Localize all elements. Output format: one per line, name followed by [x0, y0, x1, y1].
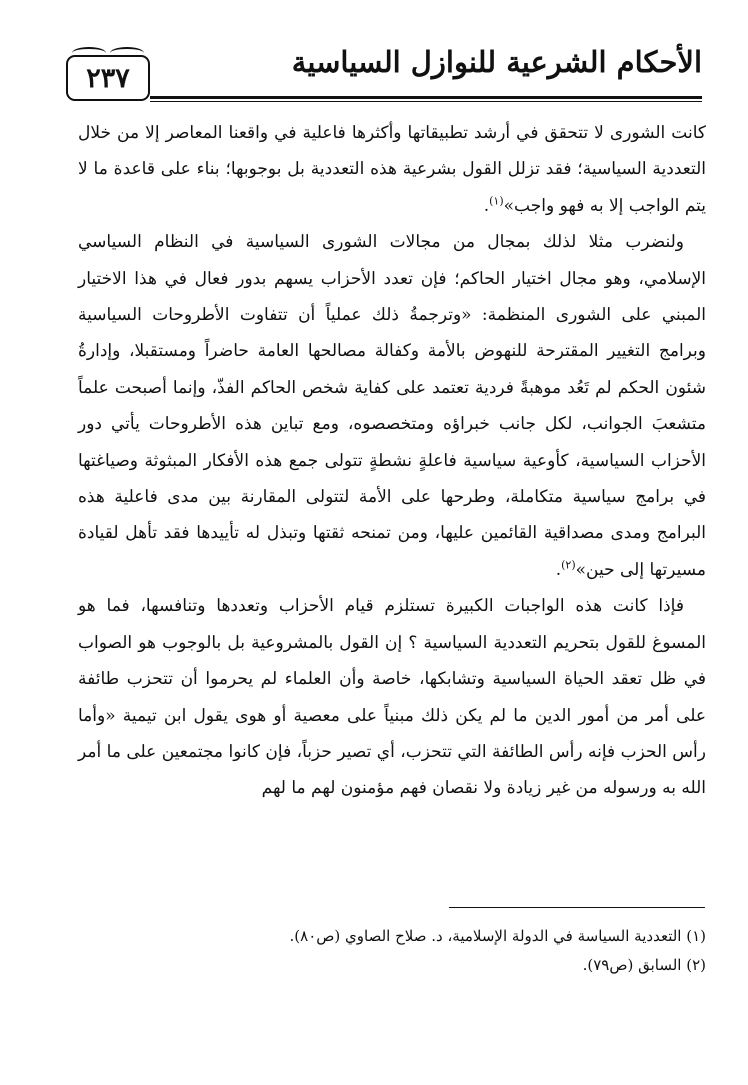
paragraph-2-end: .: [555, 559, 562, 580]
paragraph-1: [78, 115, 706, 224]
paragraph-1-text: كانت الشورى لا تتحقق في أرشد تطبيقاتها وأكثرها فاعلية في واقعنا المعاصر إلا من خلال التعددية السياسية؛ فقد تزلل القول بشرعية هذه التعددية بل بوجوبها؛ بناء على قاعدة ما لا يتم الواجب إلا به فهو واجب»: [78, 123, 706, 216]
paragraph-3: [78, 588, 706, 806]
page-number-frame: [66, 55, 150, 101]
header-rule-thin: [150, 101, 702, 102]
paragraph-3-text: فإذا كانت هذه الواجبات الكبيرة تستلزم قيام الأحزاب وتعددها وتنافسها، فما هو المسوغ للقول بتحريم التعددية السياسية ؟ إن القول بالمشروعية بل بالوجوب هو الصواب في ظل تعقد الحياة السياسية وتشابكها، خاصة وأن العلماء لم يحرموا أن تتحزب طائفة على أمر من أمور الدين ما لم يكن ذلك مبنياً على معصية أو هوى يقول ابن تيمية «وأما رأس الحزب فإنه رأس الطائفة التي تتحزب، أي تصير حزباً، فإن كانوا مجتمعين على ما أمر الله به ورسوله من غير زيادة ولا نقصان فهم مؤمنون لهم ما لهم: [78, 596, 706, 799]
footnote-2: (٢) السابق (ص٧٩).: [582, 956, 706, 974]
footnotes: [78, 922, 706, 980]
page-number: ٢٣٧: [86, 62, 130, 94]
footnote-ref-2: (٢): [561, 558, 576, 572]
page-header: [0, 0, 748, 115]
footnote-separator: [449, 907, 705, 908]
paragraph-1-end: .: [483, 195, 490, 216]
footnote-1: (١) التعددية السياسة في الدولة الإسلامية، د. صلاح الصاوي (ص٨٠).: [289, 927, 706, 945]
paragraph-2: [78, 224, 706, 588]
body-text: [78, 115, 706, 807]
header-rule: [150, 96, 702, 99]
running-title: الأحكام الشرعية للنوازل السياسية: [291, 45, 702, 79]
footnote-ref-1: (١): [489, 194, 504, 208]
paragraph-2-text: ولنضرب مثلا لذلك بمجال من مجالات الشورى السياسية في النظام السياسي الإسلامي، وهو مجال اختيار الحاكم؛ فإن تعدد الأحزاب يسهم بدور فعال في هذا الاختيار المبني على الشورى المنظمة: «وترجمةُ ذلك عملياً أن تتفاوت الأطروحات السياسية وبرامج التغيير المقترحة للنهوض بالأمة وكفالة مصالحها العامة حاضراً ومستقبلا، وإدارةُ شئون الحكم لم تَعُد موهبةً فردية تعتمد على كفاية شخص الحاكم الفذّ، وإنما أصبحت علماً متشعبَ الجوانب، لكل جانب خبراؤه ومتخصصوه، ومع تباين هذه الأطروحات يأتي دور الأحزاب السياسية، كأوعية سياسية فاعلةٍ نشطةٍ تتولى جمع هذه الأفكار المبثوثة وصياغتها في برامج سياسية متكاملة، وطرحها على الأمة لتتولى المقارنة بين مدى فاعلية هذه البرامج ومدى مصداقية القائمين عليها، ومن تمنحه ثقتها وتبذل له تأييدها فقد تأهل لقيادة مسيرتها إلى حين»: [78, 232, 706, 580]
